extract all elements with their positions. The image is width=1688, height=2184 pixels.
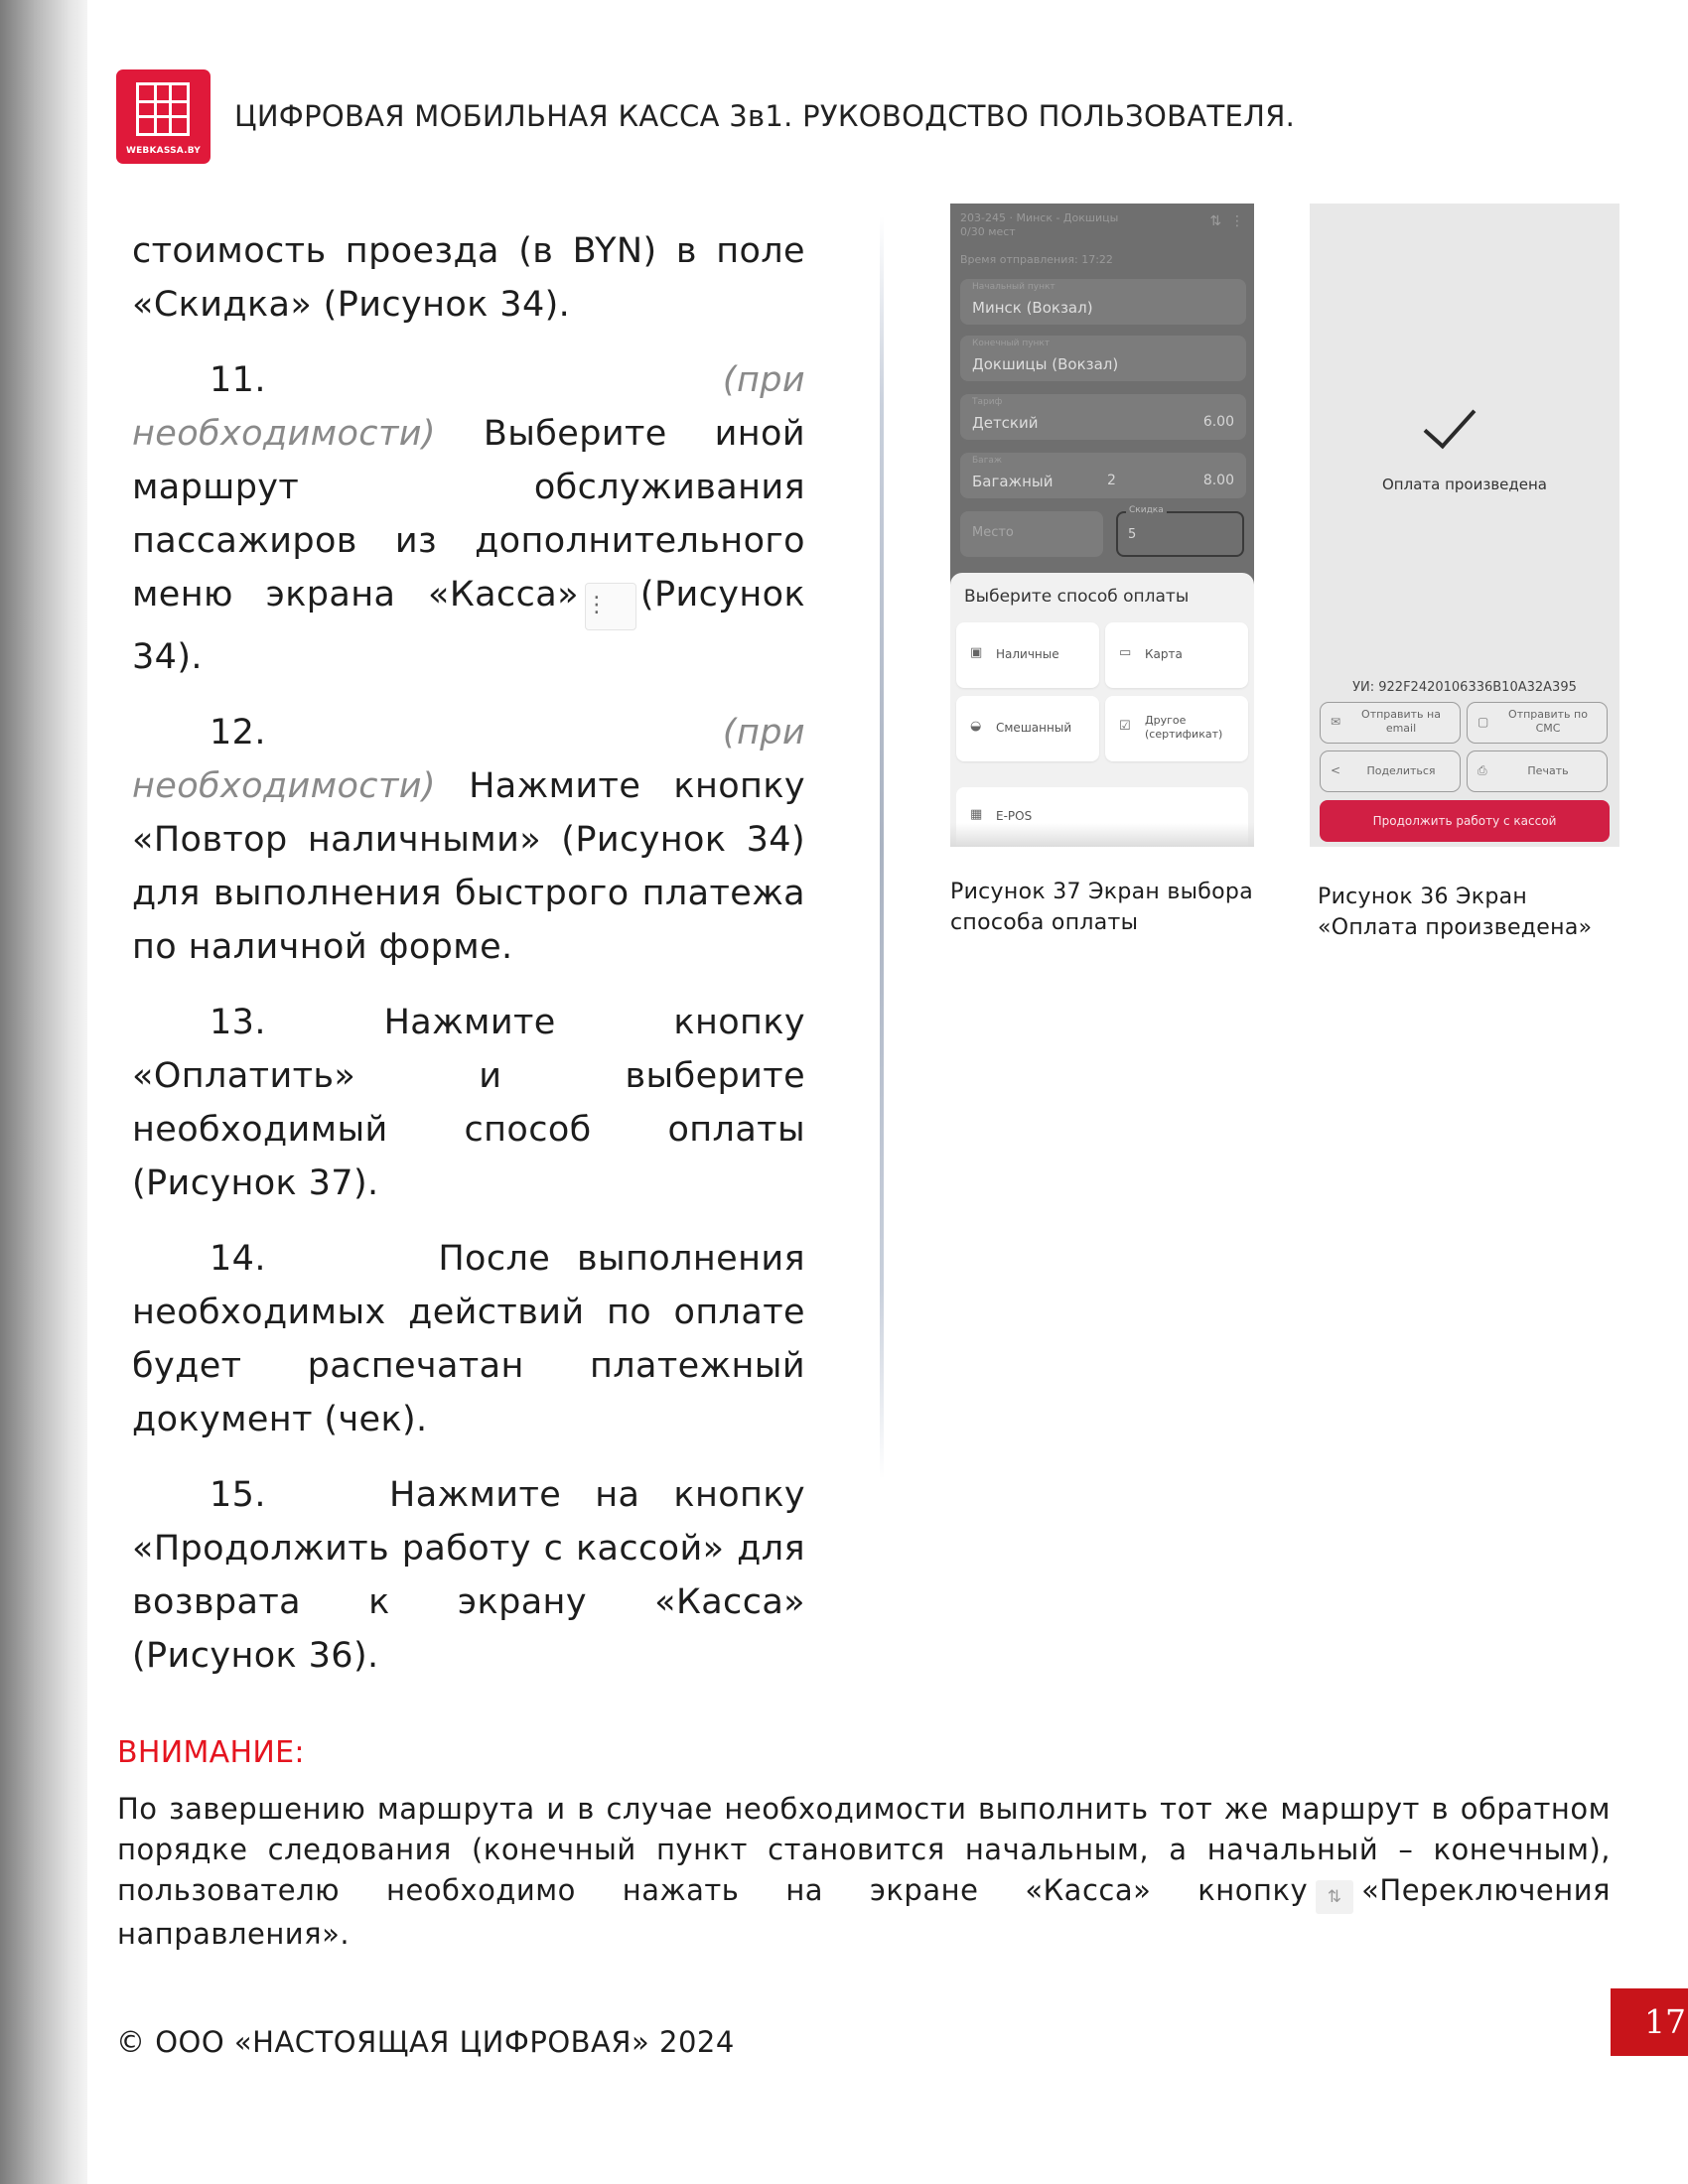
copyright: © ООО «НАСТОЯЩАЯ ЦИФРОВАЯ» 2024 xyxy=(116,2025,735,2059)
printer-icon: ⎙ xyxy=(1477,763,1487,777)
swap-direction-icon: ⇅ ⋮ xyxy=(1209,213,1244,229)
pay-card-button: ▭ Карта xyxy=(1105,622,1248,688)
logo-text: WEBKASSA.BY xyxy=(125,146,202,156)
wallet-icon: ▣ xyxy=(970,645,983,660)
optional-note: (при необходимости) xyxy=(132,360,806,454)
share-button: < Поделиться xyxy=(1320,751,1461,792)
page-margin-shadow xyxy=(0,0,87,2184)
share-icon: < xyxy=(1331,763,1341,777)
step-text: Выберите иной маршрут обслуживания пассажиров из дополнительного меню экрана «Касса» xyxy=(132,414,806,614)
pay-epos-button: ▦ E-POS xyxy=(956,787,1248,847)
pay-other-button: ☑ Другое (сертификат) xyxy=(1105,696,1248,761)
certificate-icon: ☑ xyxy=(1119,719,1131,734)
optional-note: (при необходимости) xyxy=(132,713,806,806)
end-point-field: Конечный пункт Докшицы (Вокзал) xyxy=(960,336,1246,381)
step-text: Нажмите на кнопку «Продолжить работу с кассой» для возврата к экрану «Касса» (Рисунок 36). xyxy=(132,1475,805,1676)
sms-icon: ▢ xyxy=(1477,715,1489,729)
webkassa-logo xyxy=(116,69,211,164)
departure-time: Время отправления: 17:22 xyxy=(960,253,1113,266)
pay-cash-button: ▣ Наличные xyxy=(956,622,1099,688)
step-14 xyxy=(132,1232,805,1446)
continue-button: Продолжить работу с кассой xyxy=(1320,800,1610,842)
attention-title: ВНИМАНИЕ: xyxy=(117,1735,305,1770)
receipt-uid: УИ: 922F2420106336B10A32A395 xyxy=(1352,680,1577,695)
page-number: 17 xyxy=(1611,1988,1688,2056)
step-number: 14. xyxy=(210,1239,266,1279)
column-divider xyxy=(880,216,884,1479)
step-12 xyxy=(132,706,805,974)
step-text: Нажмите кнопку «Повтор наличными» (Рисунок 34) для выполнения быстрого платежа по наличной форме. xyxy=(132,766,805,967)
step-continuation: стоимость проезда (в BYN) в поле «Скидка» (Рисунок 34). xyxy=(132,231,805,325)
figure-36-caption: Рисунок 36 Экран «Оплата произведена» xyxy=(1318,885,1593,940)
instructions-column xyxy=(132,224,805,1705)
figure-36-screenshot xyxy=(1310,204,1619,847)
card-icon: ▭ xyxy=(1119,645,1132,660)
step-text-tail: (Рисунок 34). xyxy=(132,575,805,677)
step-15 xyxy=(132,1468,805,1683)
payment-method-sheet xyxy=(950,573,1254,847)
pay-mixed-button: ◒ Смешанный xyxy=(956,696,1099,761)
step-number: 13. xyxy=(210,1003,266,1042)
step-text: После выполнения необходимых действий по оплате будет распечатан платежный документ (чек). xyxy=(132,1239,805,1439)
discount-field: Скидка 5 xyxy=(1116,511,1244,557)
step-number: 12. xyxy=(210,713,266,752)
print-button: ⎙ Печать xyxy=(1467,751,1608,792)
figure-37-caption: Рисунок 37 Экран выбора способа оплаты xyxy=(950,880,1253,935)
send-sms-button: ▢ Отправить по СМС xyxy=(1467,702,1608,744)
step-13 xyxy=(132,996,805,1210)
sheet-title: Выберите способ оплаты xyxy=(964,587,1190,607)
attention-text: По завершению маршрута и в случае необходимости выполнить тот же маршрут в обратном порядке следования (конечный пункт становится начальным, а начальный – конечным), пользователю необходимо нажать на экране «Касса» кнопку ⇅ «Переключения направления». xyxy=(117,1792,1611,1951)
step-number: 15. xyxy=(210,1475,266,1515)
checkmark-icon xyxy=(1424,395,1477,450)
tariff-field: Тариф Детский 6.00 xyxy=(960,394,1246,440)
route-info: 203-245 · Минск - Докшицы 0/30 мест xyxy=(960,211,1119,238)
more-menu-icon: ⋮ xyxy=(585,583,636,630)
figure-37-screenshot xyxy=(950,204,1254,847)
swap-direction-icon: ⇅ xyxy=(1316,1880,1353,1914)
mail-icon: ✉ xyxy=(1331,715,1341,729)
step-11 xyxy=(132,353,805,684)
coins-icon: ◒ xyxy=(970,719,982,734)
qr-icon: ▦ xyxy=(970,807,983,822)
step-number: 11. xyxy=(210,360,266,400)
document-title: ЦИФРОВАЯ МОБИЛЬНАЯ КАССА 3в1. РУКОВОДСТВО ПОЛЬЗОВАТЕЛЯ. xyxy=(234,99,1296,133)
payment-status: Оплата произведена xyxy=(1382,476,1547,493)
baggage-field: Багаж Багажный 2 8.00 xyxy=(960,453,1246,498)
start-point-field: Начальный пункт Минск (Вокзал) xyxy=(960,279,1246,325)
step-text: Нажмите кнопку «Оплатить» и выберите необходимый способ оплаты (Рисунок 37). xyxy=(132,1003,805,1203)
seat-field: Место xyxy=(960,511,1103,557)
send-email-button: ✉ Отправить на email xyxy=(1320,702,1461,744)
grid-icon xyxy=(136,82,190,136)
